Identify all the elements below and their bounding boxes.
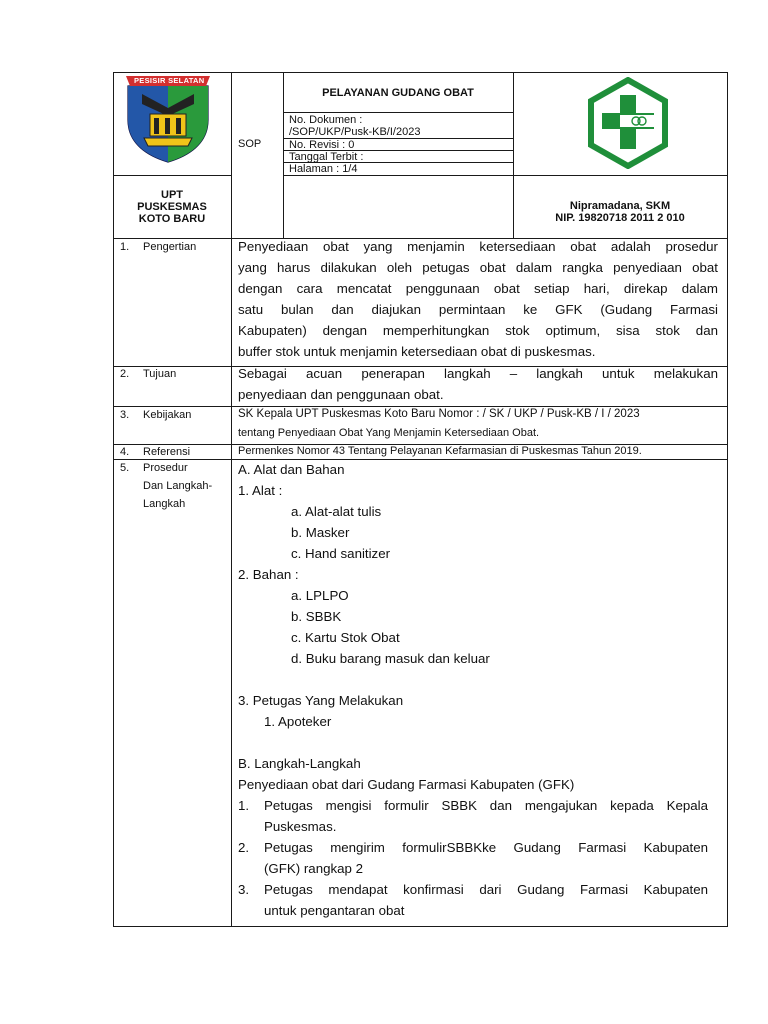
table-border-top: [113, 72, 727, 73]
page-title: PELAYANAN GUDANG OBAT: [322, 87, 474, 99]
alat-bahan-heading: A. Alat dan Bahan: [238, 462, 345, 477]
tujuan-line-2: penyediaan dan penggunaan obat.: [238, 387, 444, 402]
page-field: Halaman : 1/4: [289, 163, 358, 175]
section-line-5: [113, 459, 727, 460]
signer-nip: NIP. 19820718 2011 2 010: [555, 212, 685, 224]
signer-row-line: [513, 175, 727, 176]
section-line-3: [113, 406, 727, 407]
step-1-number: 1.: [238, 798, 250, 813]
tujuan-line-1: Sebagai acuan penerapan langkah – langkah untuk melakukan: [238, 366, 718, 381]
table-border-bottom: [113, 926, 727, 927]
section-4-label: Referensi: [143, 446, 191, 458]
pesisir-selatan-logo: [124, 74, 212, 164]
puskesmas-cross-logo: [582, 77, 674, 169]
sop-label: SOP: [238, 138, 262, 150]
section-4-number: 4.: [120, 446, 130, 458]
doc-number-value: /SOP/UKP/Pusk-KB/I/2023: [289, 126, 421, 138]
date-field: Tanggal Terbit :: [289, 151, 364, 163]
petugas-item: 1. Apoteker: [264, 714, 332, 729]
section-5-label-1: Prosedur: [143, 462, 188, 474]
bahan-item-1: a. LPLPO: [291, 588, 349, 603]
org-row-line: [113, 175, 231, 176]
pengertian-line-6: buffer stok untuk menjamin ketersediaan obat di puskesmas.: [238, 344, 596, 359]
kebijakan-line-2: tentang Penyediaan Obat Yang Menjamin Ketersediaan Obat.: [238, 427, 540, 439]
org-line-3: KOTO BARU: [138, 213, 206, 225]
alat-heading: 1. Alat :: [238, 483, 283, 498]
step-1-line-2: Puskesmas.: [264, 819, 337, 834]
section-3-number: 3.: [120, 409, 130, 421]
petugas-heading: 3. Petugas Yang Melakukan: [238, 693, 404, 708]
step-2-line-1: Petugas mengirim formulirSBBKke Gudang Farmasi Kabupaten: [264, 840, 708, 855]
step-3-line-1: Petugas mendapat konfirmasi dari Gudang Farmasi Kabupaten: [264, 882, 708, 897]
doc-number-label: No. Dokumen :: [289, 114, 363, 126]
org-line-1: UPT: [161, 189, 183, 201]
section-5-label-2: Dan Langkah-: [143, 480, 213, 492]
step-2-number: 2.: [238, 840, 250, 855]
pengertian-line-1: Penyediaan obat yang menjamin ketersediaan obat adalah prosedur: [238, 239, 718, 254]
pengertian-line-2: yang harus dilakukan oleh petugas obat dalam rangka penyediaan obat: [238, 260, 718, 275]
signer-name: Nipramadana, SKM: [569, 200, 671, 212]
section-2-number: 2.: [120, 368, 130, 380]
section-5-number: 5.: [120, 462, 130, 474]
step-3-number: 3.: [238, 882, 250, 897]
referensi-text: Permenkes Nomor 43 Tentang Pelayanan Kefarmasian di Puskesmas Tahun 2019.: [238, 445, 642, 457]
revision-field: No. Revisi : 0: [289, 139, 355, 151]
org-line-2: PUSKESMAS: [137, 201, 207, 213]
langkah-intro: Penyediaan obat dari Gudang Farmasi Kabupaten (GFK): [238, 777, 575, 792]
header-divider-1: [231, 72, 232, 927]
section-2-label: Tujuan: [143, 368, 177, 380]
page-row-line: [283, 175, 513, 176]
table-border-right: [727, 72, 728, 927]
alat-item-1: a. Alat-alat tulis: [291, 504, 382, 519]
alat-item-2: b. Masker: [291, 525, 350, 540]
bahan-item-3: c. Kartu Stok Obat: [291, 630, 400, 645]
pengertian-line-3: dengan cara mencatat penggunaan obat setiap hari, direkap dalam: [238, 281, 718, 296]
section-1-number: 1.: [120, 241, 130, 253]
step-2-line-2: (GFK) rangkap 2: [264, 861, 364, 876]
langkah-heading: B. Langkah-Langkah: [238, 756, 361, 771]
pengertian-line-4: satu bulan dan diajukan permintaan ke GFK (Gudang Farmasi: [238, 302, 718, 317]
bahan-item-2: b. SBBK: [291, 609, 342, 624]
logo-banner-text: PESISIR SELATAN: [134, 76, 205, 85]
section-5-label-3: Langkah: [143, 498, 186, 510]
section-3-label: Kebijakan: [143, 409, 192, 421]
bahan-item-4: d. Buku barang masuk dan keluar: [291, 651, 490, 666]
title-row-line: [283, 112, 513, 113]
section-1-label: Pengertian: [143, 241, 197, 253]
alat-item-3: c. Hand sanitizer: [291, 546, 391, 561]
step-3-line-2: untuk pengantaran obat: [264, 903, 405, 918]
kebijakan-line-1: SK Kepala UPT Puskesmas Koto Baru Nomor : / SK / UKP / Pusk-KB / I / 2023: [238, 408, 640, 420]
step-1-line-1: Petugas mengisi formulir SBBK dan mengajukan kepada Kepala: [264, 798, 708, 813]
pengertian-line-5: Kabupaten) dengan memperhitungkan stok optimum, sisa stok dan: [238, 323, 718, 338]
bahan-heading: 2. Bahan :: [238, 567, 299, 582]
